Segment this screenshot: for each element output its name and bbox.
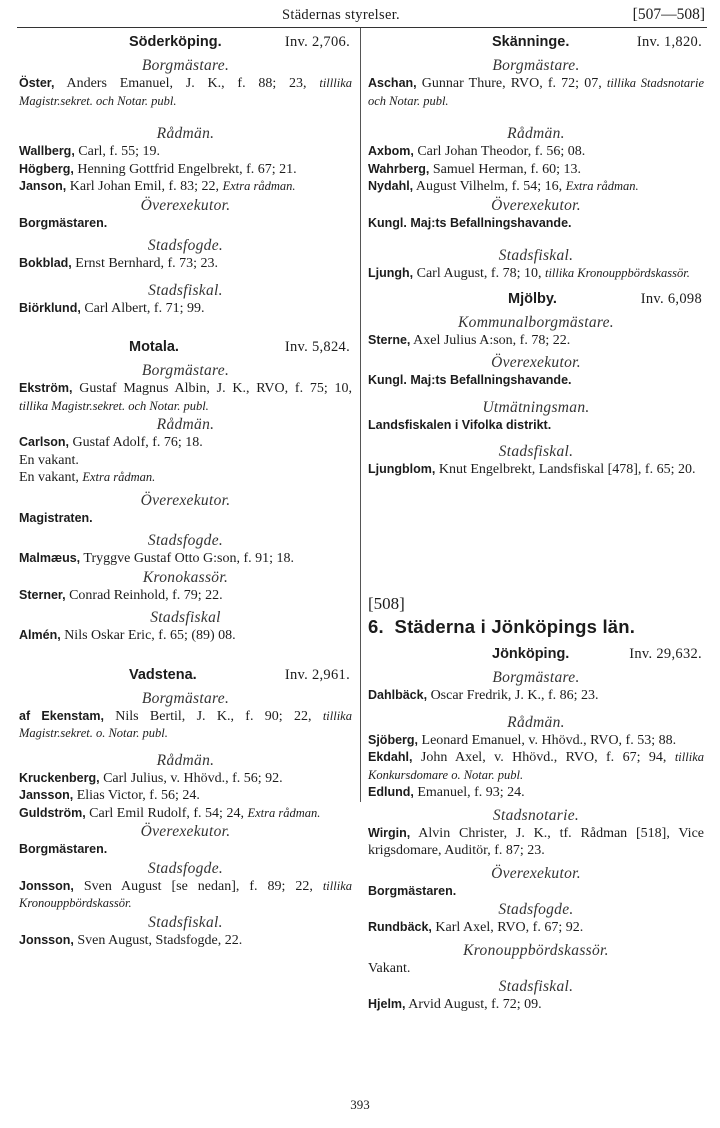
person-entry: Borgmästaren.	[19, 842, 108, 856]
office-title: Överexekutor.	[491, 196, 581, 214]
person-entry: Axbom, Carl Johan Theodor, f. 56; 08.	[368, 144, 586, 159]
town-population: Inv. 6,098	[640, 290, 702, 307]
office-title: Stadsfogde.	[147, 532, 224, 549]
town-population: Inv. 1,820.	[636, 34, 702, 50]
town-name: Motala.	[129, 339, 179, 355]
office-title: Borgmästare.	[492, 669, 580, 686]
office-title: Stadsfogde.	[147, 859, 224, 877]
office-title: Stadsfogde.	[498, 901, 574, 918]
town-population: Inv. 2,706.	[284, 34, 350, 50]
person-entry: Landsfiskalen i Vifolka distrikt.	[368, 417, 552, 432]
office-title: Stadsfogde.	[147, 237, 224, 254]
town-name: Mjölby.	[508, 290, 557, 307]
office-title: Överexekutor.	[140, 196, 231, 214]
office-title: Stadsfiskal	[150, 609, 221, 626]
office-title: Utmätningsman.	[482, 398, 590, 416]
header-rule	[17, 27, 707, 28]
right-column	[368, 34, 704, 479]
section-number: 6.	[368, 616, 384, 637]
header-title: Städernas styrelser.	[282, 7, 400, 23]
town-heading-skanninge	[368, 34, 704, 56]
person-entry: Carlson, Gustaf Adolf, f. 76; 18.	[19, 435, 203, 450]
office-title: Kronokassör.	[142, 568, 229, 586]
office-title: Överexekutor.	[491, 864, 581, 882]
office-title: Stadsfiskal.	[498, 978, 574, 995]
running-header	[0, 5, 720, 27]
town-name: Vadstena.	[129, 666, 197, 683]
person-entry: Malmæus, Tryggve Gustaf Otto G:son, f. 91; 18.	[19, 551, 295, 566]
person-entry: Sterner, Conrad Reinhold, f. 79; 22.	[19, 587, 223, 603]
person-entry: Hjelm, Arvid August, f. 72; 09.	[368, 997, 542, 1012]
column-divider	[360, 28, 361, 802]
town-heading-jonkoping	[368, 646, 704, 668]
office-title: Borgmästare.	[492, 57, 580, 74]
office-title: Borgmästare.	[141, 57, 230, 74]
office-title: Stadsnotarie.	[492, 806, 580, 824]
header-page-range: [507—508]	[632, 6, 705, 23]
person-entry: Biörklund, Carl Albert, f. 71; 99.	[19, 300, 205, 316]
person-entry: Rundbäck, Karl Axel, RVO, f. 67; 92.	[368, 920, 584, 935]
office-title: Överexekutor.	[491, 354, 581, 371]
person-entry: Nydahl, August Vilhelm, f. 54; 16, Extra rådman.	[368, 179, 639, 194]
person-entry: Janson, Karl Johan Emil, f. 83; 22, Extra rådman.	[19, 179, 296, 194]
town-heading-soderkoping	[19, 34, 352, 56]
office-title: Kronouppbördskassör.	[463, 941, 609, 959]
person-entry: Wallberg, Carl, f. 55; 19.	[19, 144, 160, 159]
office-title: Stadsfiskal.	[148, 281, 223, 299]
person-entry: Kungl. Maj:ts Befallningshavande.	[368, 215, 572, 230]
person-entry: Magistraten.	[19, 510, 93, 525]
person-entry: Jonsson, Sven August [se nedan], f. 89; 22, tillika Kronouppbördskassör.	[19, 878, 352, 910]
office-title: Rådmän.	[156, 125, 215, 142]
person-entry: Sjöberg, Leonard Emanuel, v. Hhövd., RVO, f. 53; 88.	[368, 732, 677, 748]
person-entry: Borgmästaren.	[368, 883, 457, 898]
town-name: Skänninge.	[492, 34, 570, 50]
person-entry: Aschan, Gunnar Thure, RVO, f. 72; 07, tillika Stadsnotarie och Notar. publ.	[368, 76, 704, 108]
person-entry: Ljungh, Carl August, f. 78; 10, tillika Kronouppbördskassör.	[368, 266, 690, 281]
town-name: Söderköping.	[129, 34, 222, 50]
person-entry: Jansson, Elias Victor, f. 56; 24.	[19, 788, 200, 803]
office-title: Stadsfiskal.	[498, 247, 574, 264]
town-heading-motala	[19, 339, 352, 361]
person-entry: Kungl. Maj:ts Befallningshavande.	[368, 373, 572, 387]
office-title: Borgmästare.	[141, 689, 230, 707]
town-population: Inv. 5,824.	[284, 339, 350, 355]
person-entry: Ekdahl, John Axel, v. Hhövd., RVO, f. 67; 94, tillika Konkursdomare o. Notar. publ.	[368, 750, 704, 782]
section-heading	[368, 616, 704, 638]
person-entry: Kruckenberg, Carl Julius, v. Hhövd., f. 56; 92.	[19, 770, 283, 786]
person-entry: Almén, Nils Oskar Eric, f. 65; (89) 08.	[19, 628, 236, 643]
person-entry: Borgmästaren.	[19, 215, 108, 230]
section-page-ref: [508]	[368, 594, 405, 613]
office-title: Borgmästare.	[141, 362, 230, 379]
office-title: Överexekutor.	[140, 491, 231, 509]
town-population: Inv. 2,961.	[284, 666, 350, 683]
person-entry: Dahlbäck, Oscar Fredrik, J. K., f. 86; 23.	[368, 688, 599, 703]
page-number: 393	[350, 1097, 370, 1112]
town-heading-mjolby	[368, 291, 704, 313]
person-entry: Wirgin, Alvin Christer, J. K., tf. Rådman [518], Vice krigsdomare, Auditör, f. 87; 23.	[368, 825, 704, 858]
person-entry: Wahrberg, Samuel Herman, f. 60; 13.	[368, 161, 581, 177]
office-title: Rådmän.	[507, 713, 565, 731]
town-name: Jönköping.	[492, 646, 570, 662]
section-title: Städerna i Jönköpings län.	[394, 616, 636, 637]
left-column	[19, 34, 352, 949]
person-entry: Edlund, Emanuel, f. 93; 24.	[368, 785, 525, 800]
person-entry: Sterne, Axel Julius A:son, f. 78; 22.	[368, 332, 571, 348]
person-entry: Guldström, Carl Emil Rudolf, f. 54; 24, Extra rådman.	[19, 805, 321, 821]
person-entry: Öster, Anders Emanuel, J. K., f. 88; 23, tilllika Magistr.sekret. och Notar. publ.	[19, 76, 352, 108]
person-entry: Ljungblom, Knut Engelbrekt, Landsfiskal [478], f. 65; 20.	[368, 462, 696, 477]
person-entry: Ekström, Gustaf Magnus Albin, J. K., RVO, f. 75; 10, tillika Magistr.sekret. och Notar. publ.	[19, 381, 352, 413]
person-entry: Jonsson, Sven August, Stadsfogde, 22.	[19, 932, 243, 948]
person-entry: En vakant.	[19, 452, 79, 468]
office-title: Rådmän.	[156, 416, 215, 433]
office-title: Stadsfiskal.	[498, 443, 574, 460]
office-title: Rådmän.	[507, 125, 565, 142]
office-title: Överexekutor.	[140, 823, 231, 840]
office-title: Kommunalborgmästare.	[458, 313, 614, 331]
town-population: Inv. 29,632.	[629, 646, 702, 662]
person-entry: Vakant.	[368, 960, 411, 976]
person-entry: af Ekenstam, Nils Bertil, J. K., f. 90; 22, tillika Magistr.sekret. o. Notar. publ.	[19, 708, 352, 740]
section-jonkopings-lan	[368, 594, 704, 1014]
office-title: Rådmän.	[156, 751, 215, 769]
person-entry: Högberg, Henning Gottfrid Engelbrekt, f. 67; 21.	[19, 161, 297, 177]
person-entry: En vakant, Extra rådman.	[19, 470, 156, 485]
person-entry: Bokblad, Ernst Bernhard, f. 73; 23.	[19, 256, 218, 271]
office-title: Stadsfiskal.	[148, 913, 223, 931]
town-heading-vadstena	[19, 667, 352, 689]
